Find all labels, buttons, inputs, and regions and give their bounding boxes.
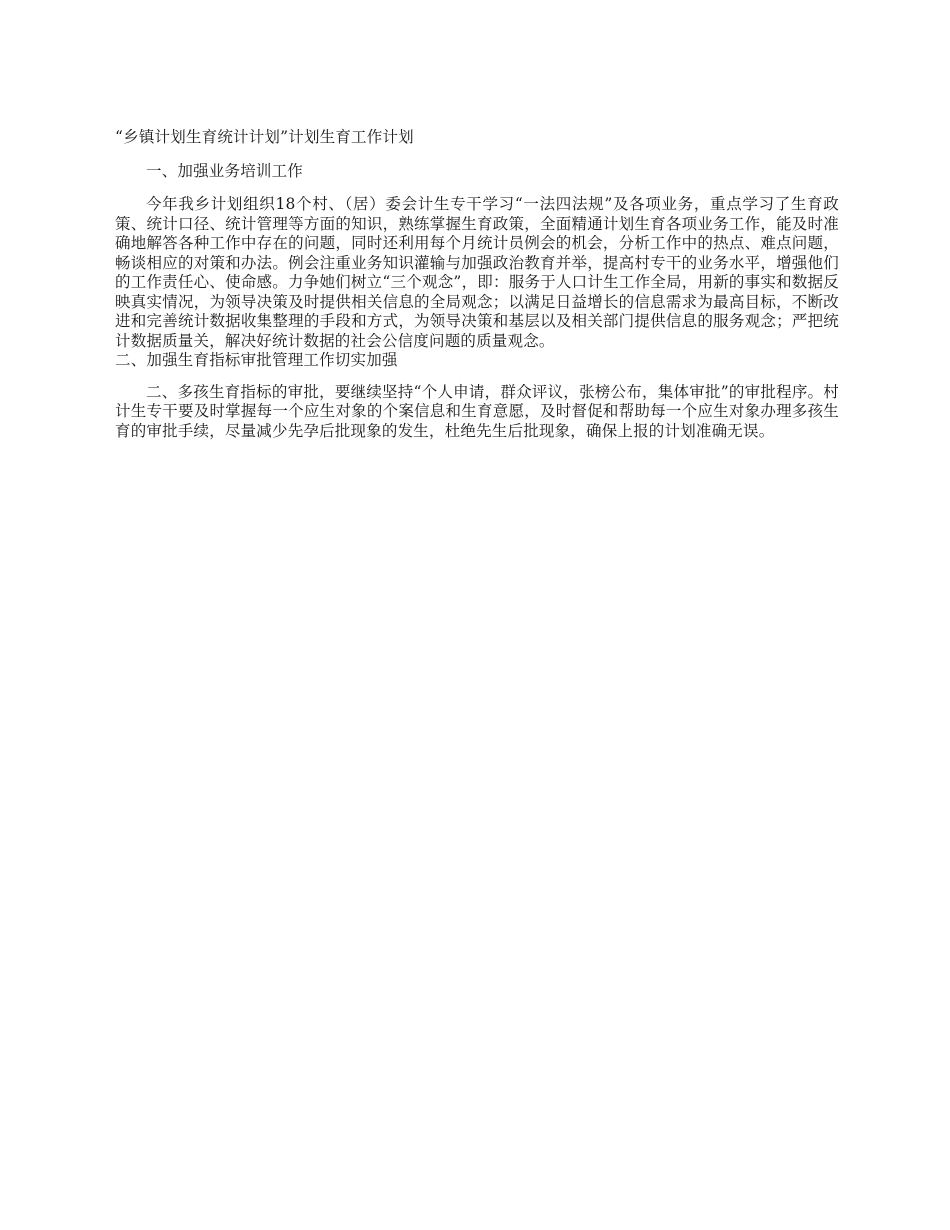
paragraph-training: 今年我乡计划组织18个村、（居）委会计生专干学习“一法四法规”及各项业务，重点学习了生育政策、统计口径、统计管理等方面的知识，熟练掌握生育政策，全面精通计划生育各项业务工作，能及时准确地解答各种工作中存在的问题，同时还利用每个月统计员例会的机会，分析工作中的热点、难点问题，畅谈相应的对策和办法。例会注重业务知识灌输与加强政治教育并举，提高村专干的业务水平，增强他们的工作责任心、使命感。力争她们树立“三个观念”，即：服务于人口计生工作全局，用新的事实和数据反映真实情况，为领导决策及时提供相关信息的全局观念；以满足日益增长的信息需求为最高目标，不断改进和完善统计数据收集整理的手段和方式，为领导决策和基层以及相关部门提供信息的服务观念；严把统计数据质量关，解决好统计数据的社会公信度问题的质量观念。 <box>115 195 839 350</box>
section-heading-2: 二、加强生育指标审批管理工作切实加强 <box>115 351 398 369</box>
section-heading-1: 一、加强业务培训工作 <box>146 161 304 180</box>
document-title: “乡镇计划生育统计计划”计划生育工作计划 <box>115 128 414 146</box>
paragraph-approval: 二、多孩生育指标的审批，要继续坚持“个人申请，群众评议，张榜公布，集体审批”的审批程序。村计生专干要及时掌握每一个应生对象的个案信息和生育意愿，及时督促和帮助每一个应生对象办理多孩生育的审批手续，尽量减少先孕后批现象的发生，杜绝先生后批现象，确保上报的计划准确无误。 <box>115 382 839 440</box>
document-body <box>115 128 839 441</box>
